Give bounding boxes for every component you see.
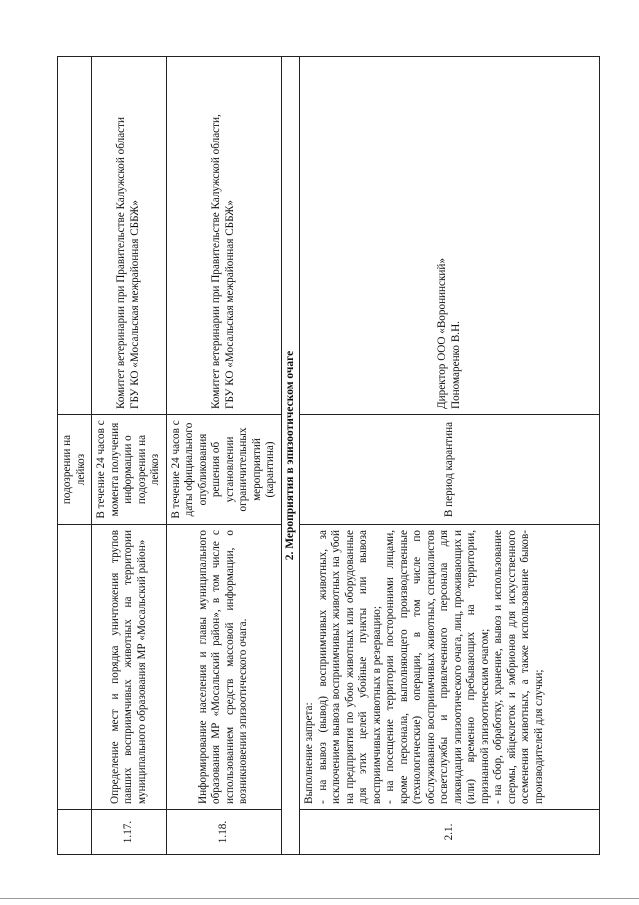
action-line: - на сбор, обработку, хранение, вывоз и использование спермы, яйцеклеток и эмбрионов для искусственного осеменения животных, а также использование быков-производителей для случки; [492,530,545,804]
row-action: Определение мест и порядка уничтожения трупов павших восприимчивых животных на территории муниципального образования МР «Мосальский район» [92,525,167,810]
row-action [300,525,600,810]
row-deadline: В течение 24 часов с момента получения информации о подозрении на лейкоз [92,415,167,525]
responsible-line: Комитет ветеринарии при Правительстве Калужской области, [210,114,222,409]
cell-deadline-continued: подозрении на лейкоз [58,415,92,525]
rotated-page [57,57,577,855]
responsible-line: Пономаренко В.Н. [449,321,462,409]
row-responsible [92,57,167,415]
table-row-2-1 [300,57,600,855]
responsible-line: ГБУ КО «Мосальская межрайонная СББЖ» [223,200,236,409]
row-deadline: В период карантина [300,415,600,525]
row-number: 1.17. [92,810,167,855]
action-line: - на посещение территории посторонними лицами, кроме персонала, выполняющего производственные (технологические) операции, в том числе по обслуживанию восприимчивых животных, специалистов госветслужбы и привлеченного персонала для ликвидации эпизоотического очага, лиц, проживающих и (или) временно пребывающих на территории, признанной эпизоотическим очагом; [384,530,491,804]
table-row-1-18 [166,57,281,855]
row-deadline: В течение 24 часов с даты официального опубликования решения об установлении ограничительных мероприятий (карантина) [166,415,281,525]
row-action: Информирование населения и главы муниципального образования МР «Мосальский район», в том числе с использованием средств массовой информации, о возникновении эпизоотического очага. [166,525,281,810]
action-line: - на вывоз (вывод) восприимчивых животных, за исключением вывоза восприимчивых животных на убой на предприятия по убою животных или оборудованные для этих целей убойные пункты или вывоза восприимчивых животных в резервацию; [316,530,383,804]
page-edge-line [0,898,639,899]
row-responsible [300,57,600,415]
responsible-line: Комитет ветеринарии при Правительстве Калужской области [115,116,128,409]
row-number: 2.1. [300,810,600,855]
section-header-row [281,57,300,855]
responsible-line: ГБУ КО «Мосальская межрайонная СББЖ» [128,200,141,409]
table-row-continued [58,57,92,855]
row-responsible [166,57,281,415]
cell-number-empty [58,810,92,855]
action-line: Выполнение запрета: [303,702,315,804]
plan-table [57,56,600,855]
responsible-line: Директор ООО «Воронинский» [436,258,448,409]
section-title: 2. Мероприятия в эпизоотическом очаге [281,57,300,855]
cell-action-empty [58,525,92,810]
row-number: 1.18. [166,810,281,855]
table-row-1-17 [92,57,167,855]
cell-responsible-empty [58,57,92,415]
